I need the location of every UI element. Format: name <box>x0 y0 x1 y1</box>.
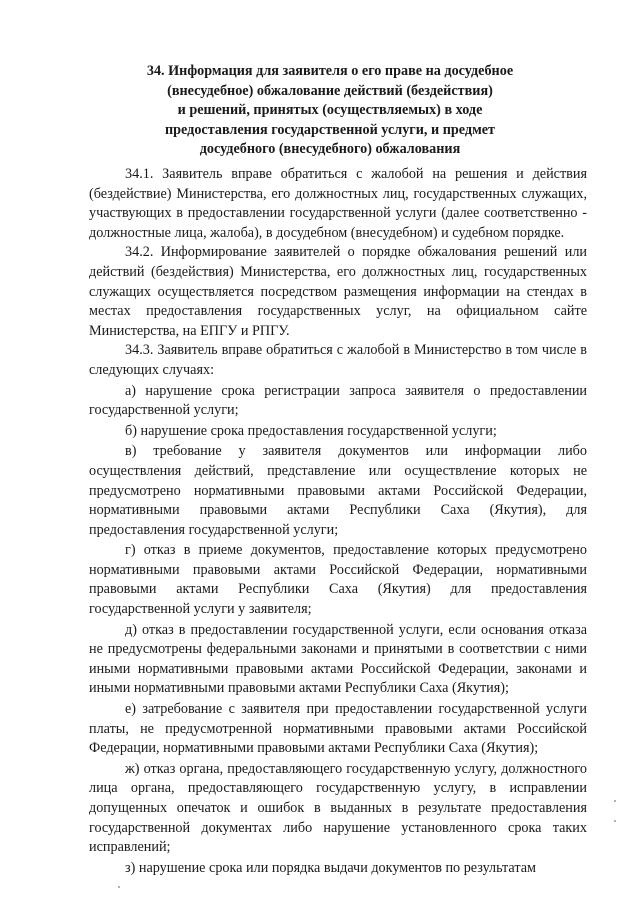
list-item-v: в) требование у заявителя документов или информации либо осуществления действий, представление или осуществление которых не предусмотрено нормативными правовыми актами Российской Федерации, нормативными правовыми актами Республики Саха (Якутия), для предоставления государственной услуги; <box>89 443 587 538</box>
heading-line-5: досудебного (внесудебного) обжалования <box>199 141 461 157</box>
heading-line-2: (внесудебное) обжалование действий (бездействия) <box>167 82 493 99</box>
section-heading <box>80 62 580 160</box>
heading-line-3: и решений, принятых (осуществляемых) в ходе <box>177 102 483 118</box>
scan-speck <box>614 820 616 822</box>
list-item-a: а) нарушение срока регистрации запроса заявителя о предоставлении государственной услуги; <box>89 382 587 419</box>
list-item-g: г) отказ в приеме документов, предоставление которых предусмотрено нормативными правовыми актами Российской Федерации, нормативными правовыми актами Республики Саха (Якутия) для предоставления государственной услуги у заявителя; <box>89 542 587 618</box>
paragraph-34-1: 34.1. Заявитель вправе обратиться с жалобой на решения и действия (бездействие) Министерства, его должностных лиц, государственных служащих, участвующих в предоставлении государственной услуги (далее соответственно - должностные лица, жалоба), в досудебном (внесудебном) и судебном порядке. <box>89 166 587 241</box>
list-item-zh: ж) отказ органа, предоставляющего государственную услугу, должностного лица органа, предоставляющего государственную услугу, в исправлении допущенных опечаток и ошибок в выданных в результате предоставления государственной документах либо нарушение установленного срока таких исправлений; <box>89 760 587 856</box>
heading-line-1: 34. Информация для заявителя о его праве на досудебное <box>146 63 514 79</box>
list-item-z: з) нарушение срока или порядка выдачи документов по результатам <box>125 859 536 876</box>
paragraph-34-3: 34.3. Заявитель вправе обратиться с жалобой в Министерство в том числе в следующих случаях: <box>89 342 587 378</box>
document-body <box>89 165 587 878</box>
list-item-e: е) затребование с заявителя при предоставлении государственной услуги платы, не предусмотренной нормативными правовыми актами Российской Федерации, нормативными правовыми актами Республики Саха (Якутия); <box>89 701 587 757</box>
paragraph-34-2: 34.2. Информирование заявителей о порядке обжалования решений или действий (бездействия) Министерства, его должностных лиц, государственных служащих осуществляется посредством размещения информации на стендах в местах предоставления государственных услуг, на официальном сайте Министерства, на ЕПГУ и РПГУ. <box>89 244 587 339</box>
heading-line-4: предоставления государственной услуги, и предмет <box>164 121 496 138</box>
list-item-b: б) нарушение срока предоставления государственной услуги; <box>125 422 497 439</box>
scan-speck <box>614 800 616 802</box>
list-item-d: д) отказ в предоставлении государственной услуги, если основания отказа не предусмотрены федеральными законами и принятыми в соответствии с ними иными нормативными правовыми актами Российской Федерации, законами и иными нормативными правовыми актами Республики Саха (Якутия); <box>89 621 587 697</box>
scan-speck <box>118 886 120 888</box>
